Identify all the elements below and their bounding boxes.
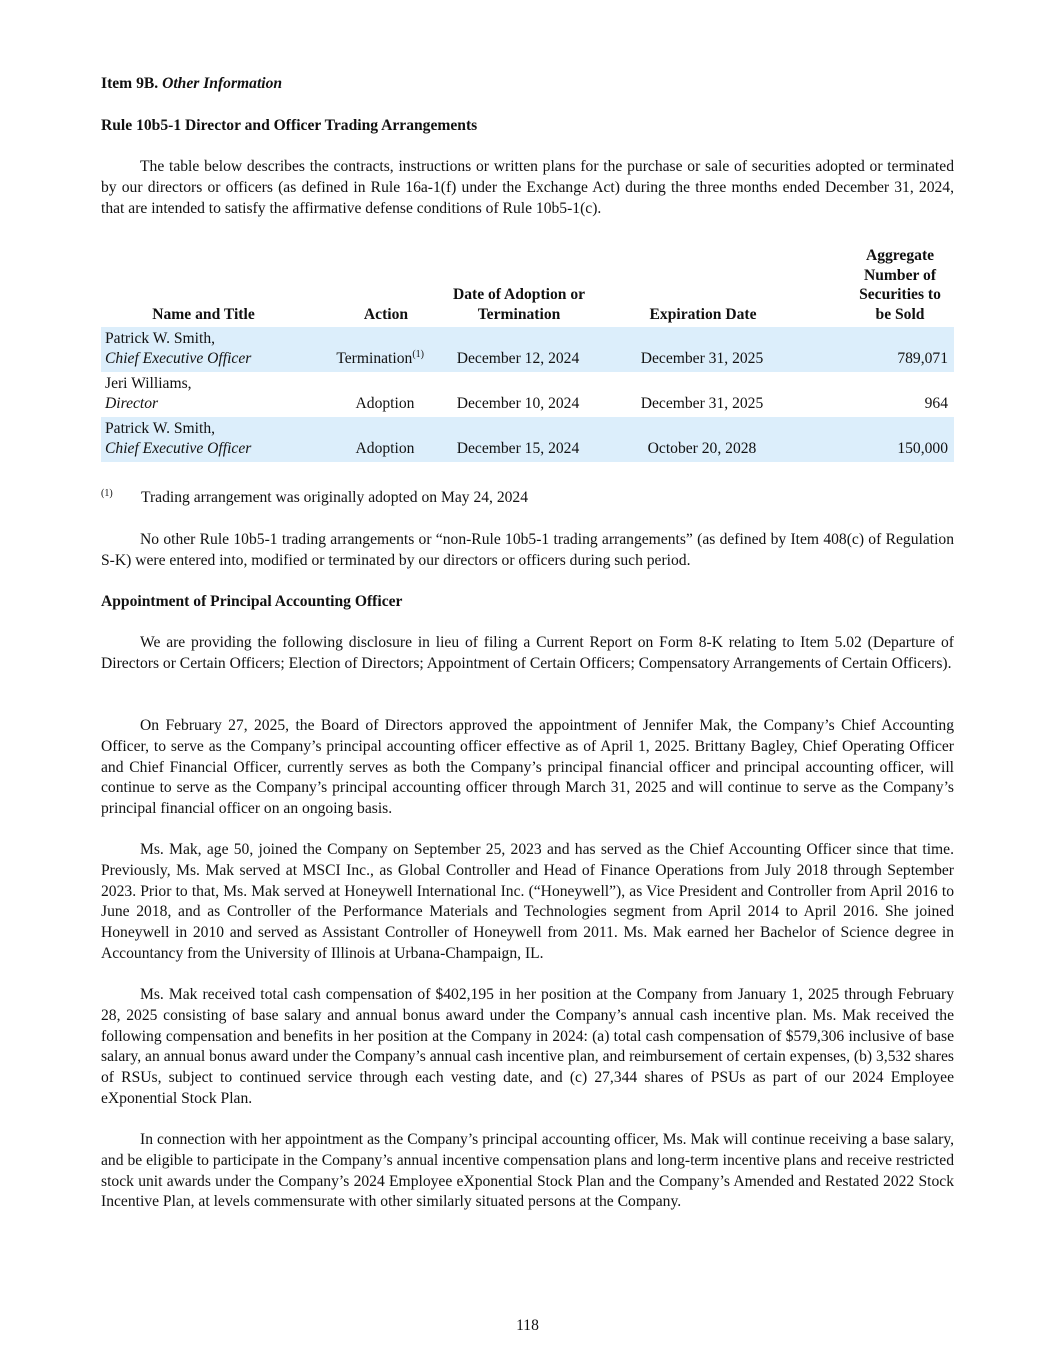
header-aggregate-text: Aggregate Number of Securities to be Sold xyxy=(859,247,941,323)
page-number: 118 xyxy=(516,1317,539,1334)
intro-paragraph: The table below describes the contracts, instructions or written plans for the purchase or sale of securities adopted or terminated by our directors or officers (as defined in Rule 16a-1(f) under the Exchange Act) during the three months ended December 31, 2024, that are intended to satisfy the affirmative defense conditions of Rule 10b5-1(c). xyxy=(101,158,954,217)
person-title: Director xyxy=(105,395,159,413)
cell-expiration: December 31, 2025 xyxy=(640,395,764,413)
body-paragraph: We are providing the following disclosure in lieu of filing a Current Report on Form 8-K relating to Item 5.02 (Departure of Directors or Certain Officers; Election of Directors; Appointment of Certain Officers; Compensatory Arrangements of Certain Officers). xyxy=(101,634,954,672)
action-text: Termination xyxy=(336,350,413,368)
body-paragraph: On February 27, 2025, the Board of Directors approved the appointment of Jennifer Mak, the Company’s Chief Accounting Officer, to serve as the Company’s principal accounting officer effective as of April 1, 2025. Brittany Bagley, Chief Operating Officer and Chief Financial Officer, currently serves as both the Company’s principal financial officer and principal accounting officer, will continue to serve as the Company’s principal accounting officer through March 31, 2025 and will continue to serve as the Company’s principal financial officer on an ongoing basis. xyxy=(101,717,954,818)
footnote-text: Trading arrangement was originally adopted on May 24, 2024 xyxy=(141,489,529,506)
cell-action xyxy=(306,327,430,372)
footnote-ref: (1) xyxy=(412,349,424,361)
cell-name-title xyxy=(101,327,306,372)
cell-amount: 150,000 xyxy=(798,417,954,462)
cell-date: December 12, 2024 xyxy=(430,327,608,372)
cell-action: Adoption xyxy=(306,417,430,462)
header-aggregate xyxy=(798,246,954,327)
person-title: Chief Executive Officer xyxy=(105,350,252,368)
header-date: Date of Adoption or Termination xyxy=(452,286,586,323)
item-number: Item 9B. xyxy=(101,75,159,92)
cell-name-title xyxy=(101,372,306,417)
section-title-appointment: Appointment of Principal Accounting Officer xyxy=(101,593,403,610)
person-name: Patrick W. Smith, xyxy=(105,330,216,348)
cell-expiration: October 20, 2028 xyxy=(608,417,798,462)
header-expiration: Expiration Date xyxy=(649,305,757,323)
table-row xyxy=(101,417,954,462)
body-paragraph: In connection with her appointment as the Company’s principal accounting officer, Ms. Mak will continue receiving a base salary, and be eligible to participate in the Company’s annual incentive compensation plans and long-term incentive plans and receive restricted stock unit awards under the Company’s 2024 Employee eXponential Stock Plan and the Company’s Amended and Restated 2022 Stock Incentive Plan, at levels commensurate with other similarly situated persons at the Company. xyxy=(101,1131,954,1211)
cell-name-title xyxy=(101,417,306,462)
no-other-paragraph: No other Rule 10b5-1 trading arrangements or “non-Rule 10b5-1 trading arrangements” (as defined by Item 408(c) of Regulation S-K) were entered into, modified or terminated by our directors or officers during such period. xyxy=(101,531,954,569)
person-name: Jeri Williams, xyxy=(105,375,192,393)
footnote xyxy=(101,488,954,510)
cell-amount: 964 xyxy=(924,395,948,413)
header-action: Action xyxy=(363,305,409,323)
trading-arrangements-table xyxy=(101,246,954,462)
cell-action: Adoption xyxy=(355,395,415,413)
item-title: Other Information xyxy=(162,75,283,92)
table-row xyxy=(101,327,954,372)
section-title-trading: Rule 10b5-1 Director and Officer Trading Arrangements xyxy=(101,117,478,134)
footnote-marker: (1) xyxy=(101,488,113,499)
cell-date: December 15, 2024 xyxy=(430,417,608,462)
trading-table-wrap xyxy=(101,246,954,462)
cell-amount: 789,071 xyxy=(798,327,954,372)
body-paragraph: Ms. Mak, age 50, joined the Company on September 25, 2023 and has served as the Chief Accounting Officer since that time. Previously, Ms. Mak served at MSCI Inc., as Global Controller and Head of Finance Operations from July 2018 through September 2023. Prior to that, Ms. Mak served at Honeywell International Inc. (“Honeywell”), as Vice President and Controller from April 2016 to June 2018, and as Controller of the Performance Materials and Technologies segment from April 2014 to April 2016. She joined Honeywell in 2010 and served as Assistant Controller of Honeywell from 2011. Ms. Mak earned her Bachelor of Science degree in Accountancy from the University of Illinois at Urbana-Champaign, IL. xyxy=(101,841,954,962)
person-title: Chief Executive Officer xyxy=(105,440,252,458)
person-name: Patrick W. Smith, xyxy=(105,420,216,438)
item-heading xyxy=(101,74,954,95)
cell-expiration: December 31, 2025 xyxy=(608,327,798,372)
cell-date: December 10, 2024 xyxy=(456,395,580,413)
body-paragraph: Ms. Mak received total cash compensation of $402,195 in her position at the Company from January 1, 2025 through February 28, 2025 consisting of base salary and annual bonus award under the Company’s annual cash incentive plan. Ms. Mak received the following compensation and benefits in her position at the Company in 2024: (a) total cash compensation of $579,306 inclusive of base salary, an annual bonus award under the Company’s annual cash incentive plan, and reimbursement of certain expenses, (b) 3,532 shares of RSUs, subject to continued service through each vesting date, and (c) 27,344 shares of PSUs as part of our 2024 Employee eXponential Stock Plan. xyxy=(101,986,954,1107)
table-row xyxy=(101,372,954,417)
header-name: Name and Title xyxy=(152,305,255,323)
table-header-row xyxy=(101,246,954,327)
